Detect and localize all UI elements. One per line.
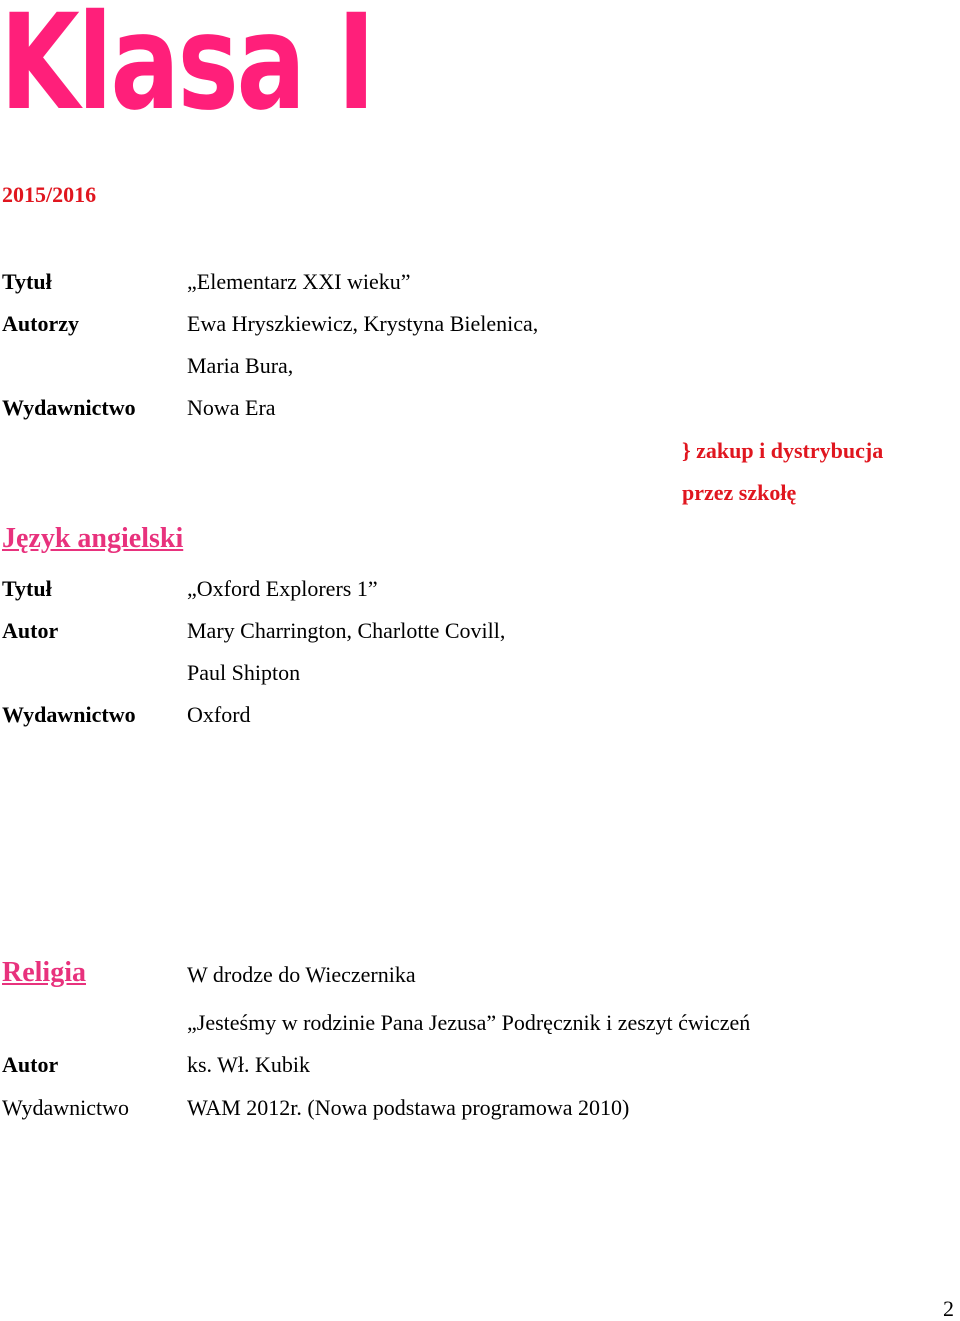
english-publisher-value: Oxford — [187, 702, 251, 727]
religion-publisher-value: WAM 2012r. (Nowa podstawa programowa 2010) — [187, 1095, 630, 1120]
english-authors-line1: Mary Charrington, Charlotte Covill, — [187, 618, 506, 643]
book1-title-label: Tytuł — [2, 269, 52, 294]
school-year: 2015/2016 — [2, 182, 97, 207]
section-heading-english: Język angielski — [2, 523, 184, 554]
distribution-note-line2: przez szkołę — [682, 480, 797, 505]
english-title-label: Tytuł — [2, 576, 52, 601]
book1-authors-label: Autorzy — [2, 311, 79, 336]
religion-publisher-label: Wydawnictwo — [2, 1095, 129, 1120]
section-heading-religion: Religia — [2, 957, 86, 988]
page-number: 2 — [943, 1296, 954, 1321]
religion-author-label: Autor — [2, 1052, 59, 1077]
page-title: Klasa I — [0, 0, 374, 140]
book1-publisher-label: Wydawnictwo — [2, 395, 136, 420]
english-authors-line2: Paul Shipton — [187, 660, 301, 685]
book1-publisher-value: Nowa Era — [187, 395, 276, 420]
book1-authors-line2: Maria Bura, — [187, 353, 294, 378]
distribution-note-line1: } zakup i dystrybucja — [682, 438, 884, 463]
english-publisher-label: Wydawnictwo — [2, 702, 136, 727]
book1-title-value: „Elementarz XXI wieku” — [187, 269, 411, 294]
english-author-label: Autor — [2, 618, 59, 643]
religion-book-title: „Jesteśmy w rodzinie Pana Jezusa” Podręcznik i zeszyt ćwiczeń — [187, 1010, 751, 1035]
religion-series: W drodze do Wieczernika — [187, 962, 416, 987]
english-title-value: „Oxford Explorers 1” — [187, 576, 378, 601]
religion-author-value: ks. Wł. Kubik — [187, 1052, 311, 1077]
book1-authors-line1: Ewa Hryszkiewicz, Krystyna Bielenica, — [187, 311, 539, 336]
